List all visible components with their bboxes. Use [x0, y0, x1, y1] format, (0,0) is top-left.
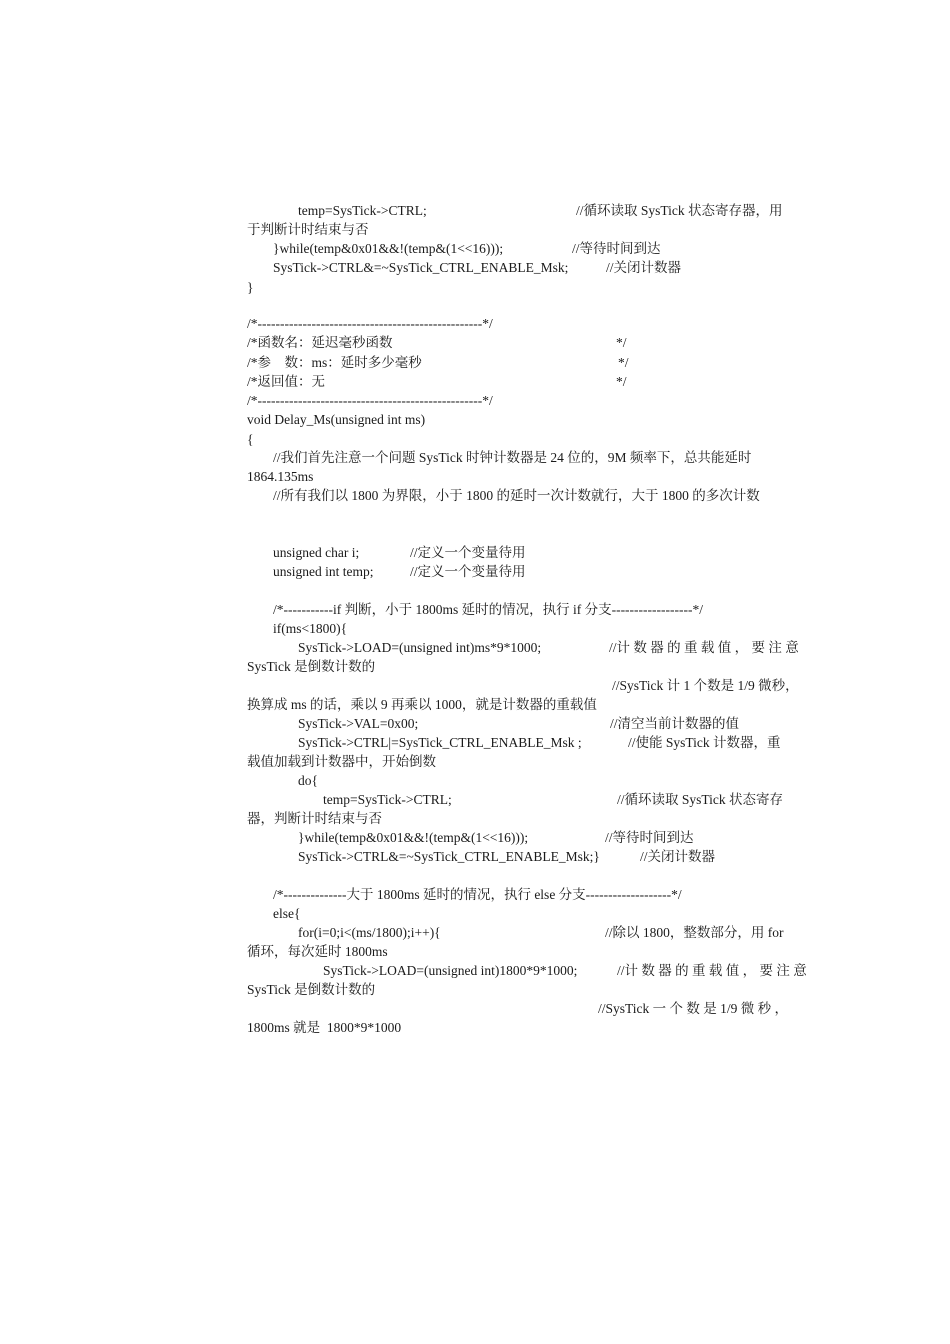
code-comment: //循环读取 SysTick 状态寄存器，用	[576, 203, 783, 218]
code-line: /*-----------if 判断，小于 1800ms 延时的情况，执行 if 分支------------------*/	[273, 602, 703, 617]
code-line: else{	[273, 906, 301, 921]
code-line: /*--------------------------------------------------*/	[247, 316, 493, 331]
code-line: do{	[298, 773, 318, 788]
code-line: 1800ms 就是 1800*9*1000	[247, 1020, 402, 1035]
code-line: }while(temp&0x01&&!(temp&(1<<16)));	[273, 241, 504, 256]
code-line: temp=SysTick->CTRL;	[298, 203, 427, 218]
code-comment: */	[616, 335, 627, 350]
code-comment: */	[618, 355, 629, 370]
code-comment: //计 数 器 的 重 载 值 ， 要 注 意	[609, 640, 799, 655]
code-line: {	[247, 432, 254, 447]
code-comment: //使能 SysTick 计数器，重	[628, 735, 781, 750]
code-line: SysTick->VAL=0x00;	[298, 716, 419, 731]
code-line: for(i=0;i<(ms/1800);i++){	[298, 925, 441, 940]
code-comment: //清空当前计数器的值	[610, 716, 740, 731]
code-line: SysTick->CTRL|=SysTick_CTRL_ENABLE_Msk ;	[298, 735, 582, 750]
code-line: temp=SysTick->CTRL;	[323, 792, 452, 807]
code-comment: //除以 1800，整数部分，用 for	[605, 925, 784, 940]
code-line: 循环，每次延时 1800ms	[247, 944, 388, 959]
code-line: SysTick->LOAD=(unsigned int)ms*9*1000;	[298, 640, 542, 655]
code-line: SysTick->CTRL&=~SysTick_CTRL_ENABLE_Msk;	[273, 260, 569, 275]
code-line: SysTick 是倒数计数的	[247, 982, 376, 997]
code-comment: //定义一个变量待用	[410, 545, 526, 560]
code-line: void Delay_Ms(unsigned int ms)	[247, 412, 426, 427]
code-line: if(ms<1800){	[273, 621, 348, 636]
code-comment: //定义一个变量待用	[410, 564, 526, 579]
code-comment: //等待时间到达	[605, 830, 694, 845]
code-comment: //计 数 器 的 重 载 值 ， 要 注 意	[617, 963, 807, 978]
code-line: 1864.135ms	[247, 469, 314, 484]
code-comment: //关闭计数器	[640, 849, 716, 864]
code-line: 载值加载到计数器中，开始倒数	[247, 754, 436, 769]
code-line: /*返回值：无	[247, 374, 326, 389]
code-line: SysTick->CTRL&=~SysTick_CTRL_ENABLE_Msk;}	[298, 849, 600, 864]
code-line: 器，判断计时结束与否	[247, 811, 382, 826]
code-line: /*函数名：延迟毫秒函数	[247, 335, 393, 350]
code-comment: //关闭计数器	[606, 260, 682, 275]
code-line: }while(temp&0x01&&!(temp&(1<<16)));	[298, 830, 529, 845]
code-line: SysTick 是倒数计数的	[247, 659, 376, 674]
code-comment: */	[616, 374, 627, 389]
code-line: unsigned int temp;	[273, 564, 374, 579]
code-comment: //SysTick 计 1 个数是 1/9 微秒，	[612, 678, 799, 693]
code-line: SysTick->LOAD=(unsigned int)1800*9*1000;	[323, 963, 578, 978]
code-line: //所有我们以 1800 为界限，小于 1800 的延时一次计数就行，大于 1800 的多次计数	[273, 488, 760, 503]
code-line: 于判断计时结束与否	[247, 222, 369, 237]
code-line: /*--------------------------------------------------*/	[247, 393, 493, 408]
code-comment: //循环读取 SysTick 状态寄存	[617, 792, 784, 807]
code-line: }	[247, 280, 254, 295]
code-line: //我们首先注意一个问题 SysTick 时钟计数器是 24 位的，9M 频率下，总共能延时	[273, 450, 752, 465]
code-line: unsigned char i;	[273, 545, 360, 560]
code-comment: //SysTick 一 个 数 是 1/9 微 秒 ，	[598, 1001, 789, 1016]
code-comment: //等待时间到达	[572, 241, 661, 256]
code-line: /*--------------大于 1800ms 延时的情况，执行 else 分支-------------------*/	[273, 887, 682, 902]
code-line: 换算成 ms 的话，乘以 9 再乘以 1000，就是计数器的重载值	[247, 697, 597, 712]
code-line: /*参 数：ms：延时多少毫秒	[247, 355, 422, 370]
